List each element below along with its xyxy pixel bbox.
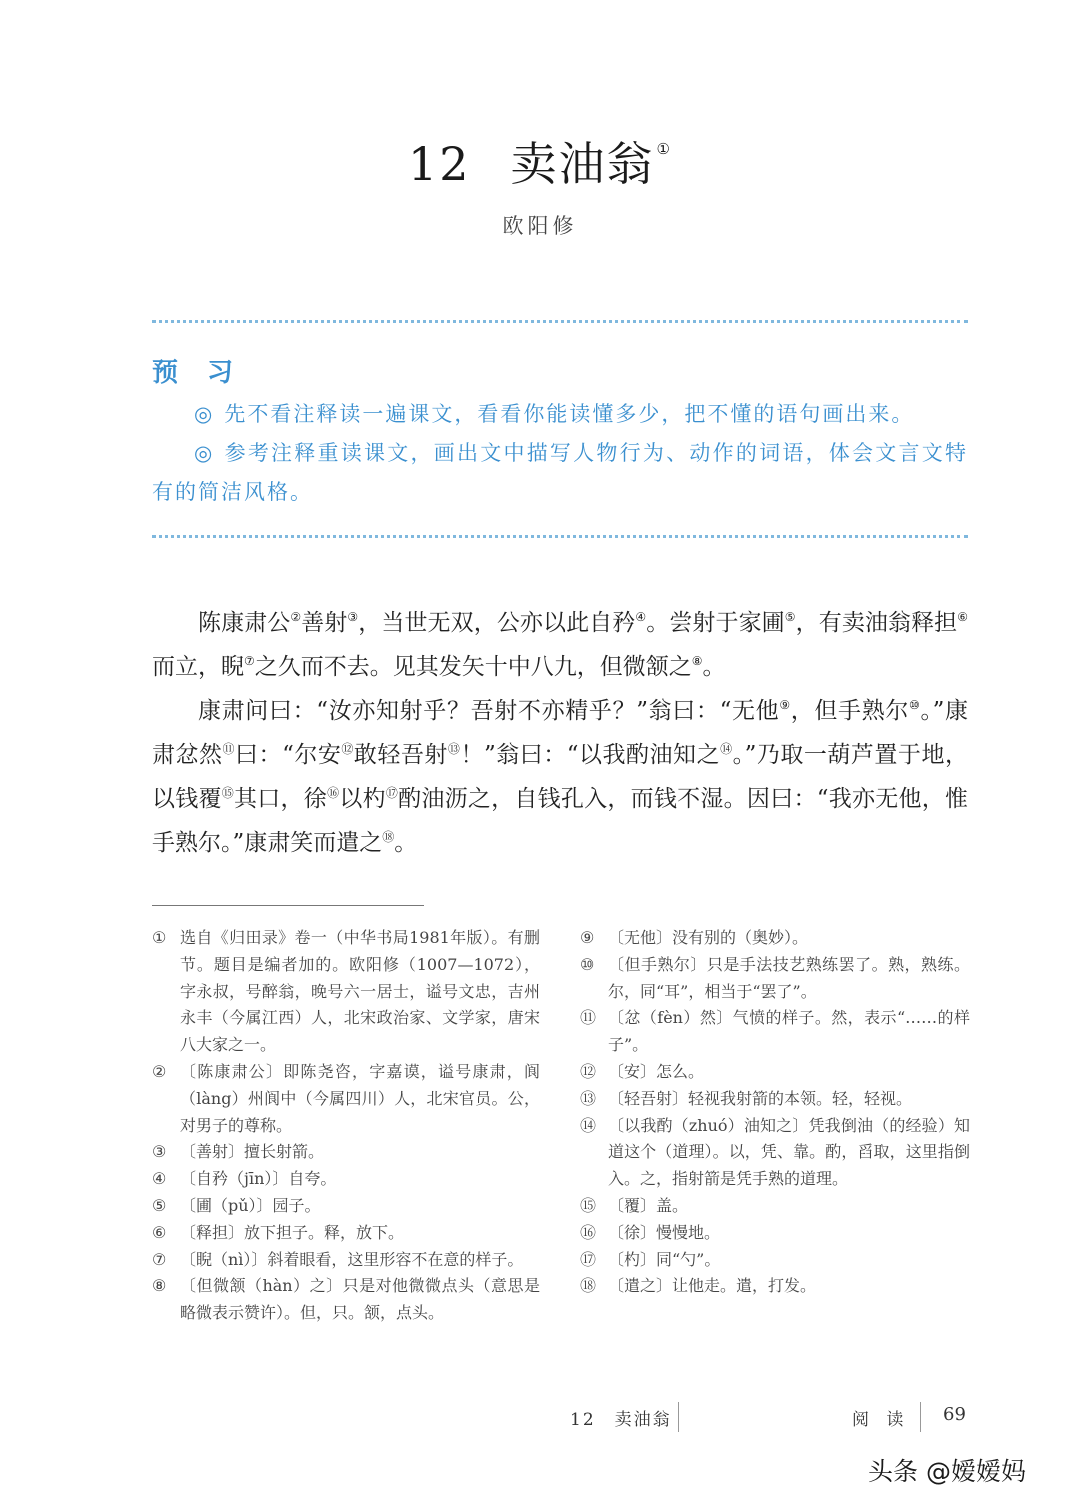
footnote-text: 〔杓〕同“勺”。 [608, 1249, 721, 1269]
footnote [580, 952, 970, 1006]
footnote-text: 〔释担〕放下担子。释，放下。 [180, 1222, 405, 1242]
footnote-text: 〔圃（pǔ）〕园子。 [180, 1195, 321, 1215]
footnote [152, 1247, 540, 1274]
footnote-mark: ⑪ [580, 1008, 597, 1028]
footnote-mark: ⑤ [152, 1195, 167, 1215]
footnote-mark: ⑧ [152, 1276, 167, 1296]
footnote [580, 1273, 970, 1300]
footnote-ref: ⑱ [382, 830, 395, 844]
classical-text [152, 598, 968, 862]
footnote-text: 〔无他〕没有别的（奥妙）。 [608, 928, 809, 947]
footnote-ref: ⑤ [784, 610, 796, 624]
footnote [580, 1005, 970, 1059]
footnote-mark: ⑬ [580, 1088, 597, 1108]
footnote-ref: ⑫ [341, 742, 354, 756]
lesson-title [0, 128, 1080, 194]
footnote-ref: ⑩ [909, 698, 921, 712]
footnote-ref: ⑦ [244, 654, 255, 668]
text-paragraph: 陈康肃公②善射③，当世无双，公亦以此自矜④。尝射于家圃⑤，有卖油翁释担⑥而立，睨⑦之久而不去。见其发矢十中八九，但微颔之⑧。 [152, 610, 969, 680]
footnote-ref: ② [290, 610, 302, 624]
footnote-text: 〔安〕怎么。 [608, 1061, 705, 1081]
footnote-mark: ⑥ [152, 1222, 167, 1242]
page-number: 69 [943, 1404, 966, 1425]
footnote-text: 〔遣之〕让他走。遣，打发。 [608, 1276, 817, 1296]
footer-section: 阅 读 [852, 1410, 910, 1430]
preview-item: ◎ 先不看注释读一遍课文，看看你能读懂多少，把不懂的语句画出来。 [194, 402, 915, 426]
footer-lesson-label: 12 卖油翁 [570, 1410, 672, 1430]
footnote-text: 选自《归田录》卷一（中华书局1981年版）。有删节。题目是编者加的。欧阳修（1007—1072），字永叔，号醉翁，晚号六一居士，谥号文忠，吉州永丰（今属江西）人，北宋政治家、文学家，唐宋八大家之一。 [180, 928, 540, 1055]
footnote [152, 1139, 540, 1166]
footnote-mark: ④ [152, 1169, 167, 1189]
footnote-ref: ④ [635, 610, 647, 624]
footnote-ref: ⑮ [221, 786, 235, 800]
preview-divider-bottom [152, 535, 968, 538]
footnote [580, 1059, 970, 1086]
footnote-mark: ⑫ [580, 1061, 597, 1081]
footnote-text: 〔但手熟尔〕只是手法技艺熟练罢了。熟，熟练。尔，同“耳”，相当于“罢了”。 [608, 954, 970, 1001]
footnote-mark: ③ [152, 1142, 167, 1162]
lesson-title-text: 卖油翁 [510, 137, 655, 191]
preview-divider-top [152, 320, 968, 323]
footnote [152, 925, 540, 1059]
preview-item: ◎ 参考注释重读课文，画出文中描写人物行为、动作的词语，体会文言文特有的简洁风格。 [152, 441, 969, 504]
footnote-ref: ⑥ [957, 610, 969, 624]
title-note-mark: ① [656, 140, 672, 158]
footnote-ref: ⑧ [691, 654, 703, 668]
footnote [580, 1086, 970, 1113]
bullet-icon: ◎ [194, 402, 215, 426]
footnote-text: 〔睨（nì）〕斜着眼看，这里形容不在意的样子。 [180, 1249, 524, 1269]
footnote-text: 〔陈康肃公〕即陈尧咨，字嘉谟，谥号康肃，阆（làng）州阆中（今属四川）人，北宋官员。公，对男子的尊称。 [180, 1061, 540, 1135]
preview-list [152, 395, 968, 512]
footnote [580, 1247, 970, 1274]
footnote [152, 1193, 540, 1220]
footnote [152, 1059, 540, 1139]
footnote-ref: ③ [347, 610, 359, 624]
preview-heading: 预 习 [152, 358, 244, 388]
footnote-mark: ⑦ [152, 1249, 167, 1269]
footnote-text: 〔忿（fèn）然〕气愤的样子。然，表示“……的样子”。 [608, 1008, 970, 1055]
notes-rule [152, 905, 424, 906]
footnote-mark: ⑰ [580, 1249, 597, 1269]
notes-left-column [152, 925, 540, 1327]
footnote-text: 〔覆〕盖。 [608, 1195, 689, 1215]
footnote-text: 〔善射〕擅长射箭。 [180, 1142, 325, 1162]
footnote-text: 〔徐〕慢慢地。 [608, 1222, 721, 1242]
watermark: 头条 @嫒嫒妈 [868, 1457, 1026, 1486]
bullet-icon: ◎ [194, 441, 215, 465]
footnote-ref: ⑬ [447, 742, 461, 756]
author: 欧阳修 [502, 214, 578, 238]
footnote-mark: ① [152, 928, 167, 947]
footnote [580, 1220, 970, 1247]
footnote [580, 925, 970, 952]
footnote-ref: ⑭ [720, 742, 733, 756]
footnote-ref: ⑪ [222, 742, 236, 756]
footnote-text: 〔但微颔（hàn）之〕只是对他微微点头（意思是略微表示赞许）。但，只。颔，点头。 [180, 1276, 540, 1323]
footnote-mark: ② [152, 1061, 167, 1081]
footnote-mark: ⑮ [580, 1195, 597, 1215]
footnote-text: 〔以我酌（zhuó）油知之〕凭我倒油（的经验）知道这个（道理）。以，凭、靠。酌，舀取，这里指倒入。之，指射箭是凭手熟的道理。 [608, 1115, 970, 1189]
footer-divider [920, 1402, 921, 1432]
footnote [580, 1113, 970, 1193]
footnote-text: 〔轻吾射〕轻视我射箭的本领。轻，轻视。 [608, 1088, 913, 1108]
notes-right-column [580, 925, 970, 1300]
footnote-mark: ⑭ [580, 1115, 597, 1135]
footer-divider [678, 1402, 679, 1432]
text-paragraph: 康肃问曰：“汝亦知射乎？吾射不亦精乎？”翁曰：“无他⑨，但手熟尔⑩。”康肃忿然⑪曰：“尔安⑫敢轻吾射⑬！”翁曰：“以我酌油知之⑭。”乃取一葫芦置于地，以钱覆⑮其口，徐⑯以杓⑰酌油沥之，自钱孔入，而钱不湿。因曰：“我亦无他，惟手熟尔。”康肃笑而遣之⑱。 [152, 698, 969, 856]
footnote-ref: ⑰ [385, 786, 399, 800]
lesson-number: 12 [408, 137, 471, 191]
footnote [152, 1166, 540, 1193]
footnote-text: 〔自矜（jīn）〕自夸。 [180, 1169, 337, 1189]
footnote-mark: ⑩ [580, 954, 595, 974]
footnote [580, 1193, 970, 1220]
footnote-mark: ⑯ [580, 1222, 597, 1242]
footnote-mark: ⑨ [580, 928, 595, 947]
footnote-ref: ⑯ [327, 786, 340, 800]
footnote [152, 1220, 540, 1247]
footnote [152, 1273, 540, 1327]
footnote-mark: ⑱ [580, 1276, 597, 1296]
footnote-ref: ⑨ [779, 698, 791, 712]
